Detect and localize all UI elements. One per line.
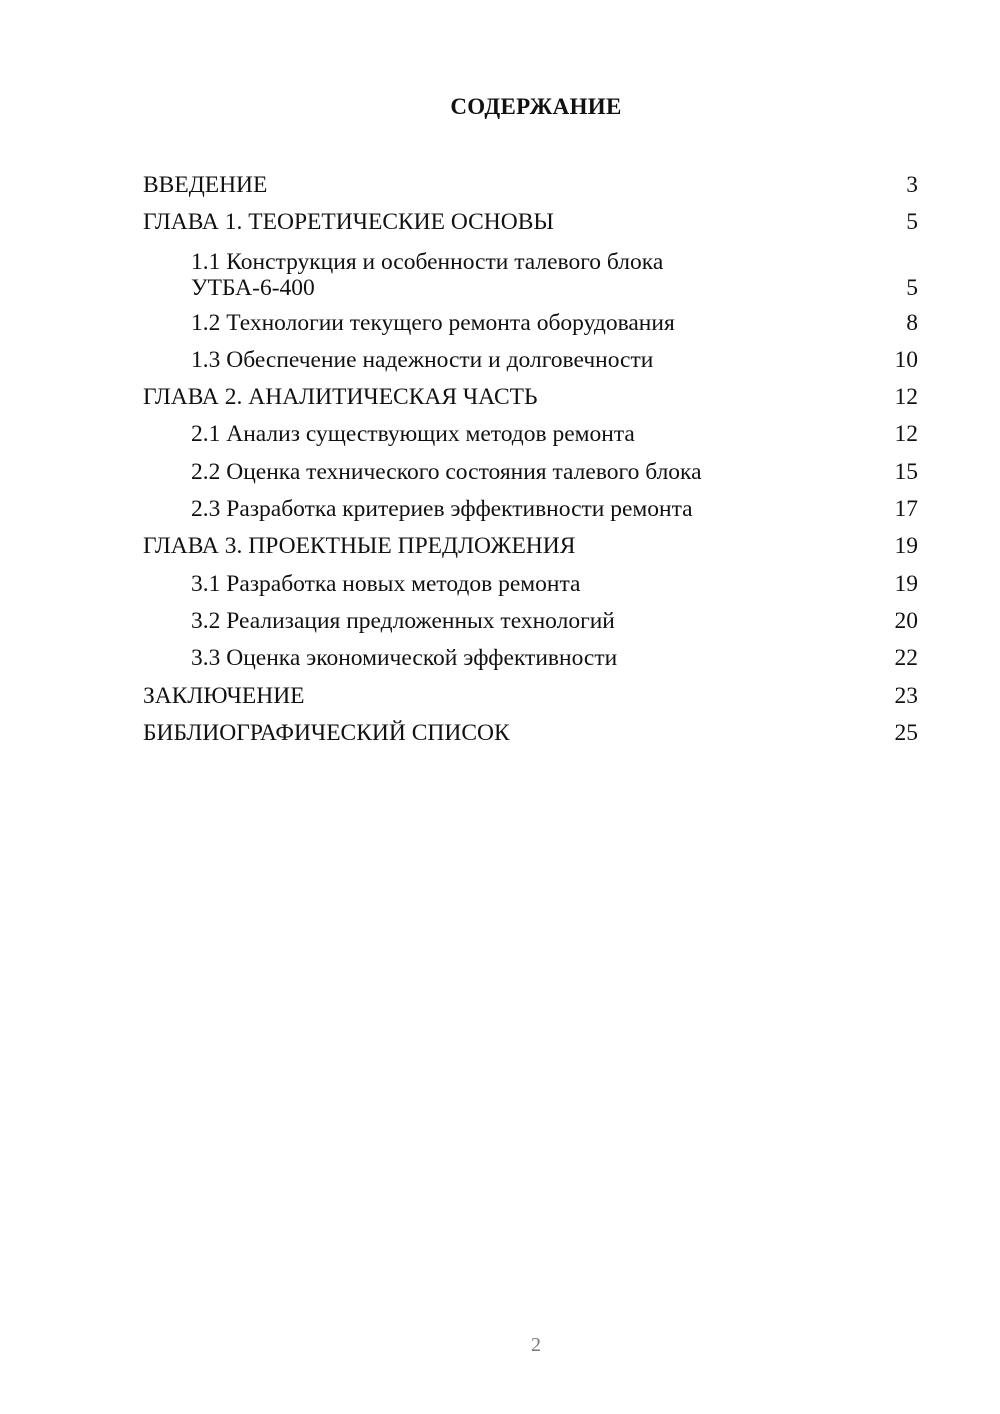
toc-entry-page: 8: [906, 309, 918, 336]
toc-entry-page: 20: [894, 607, 918, 634]
toc-title: СОДЕРЖАНИЕ: [450, 94, 622, 119]
toc-entry-label: ГЛАВА 3. ПРОЕКТНЫЕ ПРЕДЛОЖЕНИЯ: [143, 533, 576, 560]
toc-entry-page: 23: [894, 682, 918, 709]
toc-entry-label: ГЛАВА 2. АНАЛИТИЧЕСКАЯ ЧАСТЬ: [143, 384, 538, 411]
toc-entry-section-2-2[interactable]: [143, 454, 918, 491]
toc-entry-introduction[interactable]: [143, 167, 918, 204]
toc-entry-page: 3: [906, 172, 918, 198]
toc-entry-page: 22: [894, 645, 918, 672]
toc-entry-page: 10: [894, 346, 918, 373]
toc-entry-label: 3.1 Разработка новых методов ремонта: [191, 570, 581, 597]
toc-entry-page: 17: [894, 496, 918, 523]
toc-entry-bibliography[interactable]: [143, 715, 918, 752]
table-of-contents: [143, 167, 918, 752]
toc-entry-section-1-1[interactable]: [143, 242, 918, 301]
toc-entry-label: 2.3 Разработка критериев эффективности ремонта: [191, 496, 693, 523]
toc-entry-conclusion[interactable]: [143, 678, 918, 715]
toc-entry-section-1-2[interactable]: [143, 305, 918, 342]
toc-entry-label: БИБЛИОГРАФИЧЕСКИЙ СПИСОК: [143, 719, 510, 746]
toc-entry-label: 2.1 Анализ существующих методов ремонта: [191, 421, 635, 448]
toc-entry-label: ГЛАВА 1. ТЕОРЕТИЧЕСКИЕ ОСНОВЫ: [143, 209, 554, 236]
toc-entry-page: 12: [894, 384, 918, 411]
toc-entry-label: 3.2 Реализация предложенных технологий: [191, 607, 615, 634]
toc-entry-label: 1.1 Конструкция и особенности талевого блока УТБА-6-400: [191, 248, 664, 301]
toc-entry-section-2-1[interactable]: [143, 416, 918, 453]
toc-entry-section-3-2[interactable]: [143, 603, 918, 640]
toc-entry-page: 19: [894, 533, 918, 560]
toc-entry-chapter-3[interactable]: [143, 528, 918, 565]
toc-entry-page: 15: [894, 458, 918, 485]
toc-entry-section-3-3[interactable]: [143, 640, 918, 677]
toc-entry-page: 25: [894, 719, 918, 746]
toc-entry-label: ЗАКЛЮЧЕНИЕ: [143, 682, 305, 709]
toc-entry-section-2-3[interactable]: [143, 491, 918, 528]
toc-entry-chapter-2[interactable]: [143, 379, 918, 416]
toc-entry-page: 5: [906, 209, 918, 236]
toc-entry-page: 12: [894, 421, 918, 448]
toc-entry-section-3-1[interactable]: [143, 566, 918, 603]
toc-entry-label: 1.2 Технологии текущего ремонта оборудования: [191, 309, 675, 336]
page-number: 2: [531, 1334, 541, 1356]
toc-entry-chapter-1[interactable]: [143, 204, 918, 241]
toc-entry-label: 3.3 Оценка экономической эффективности: [191, 645, 618, 672]
toc-entry-label: 1.3 Обеспечение надежности и долговечности: [191, 346, 654, 373]
toc-entry-page: 19: [894, 570, 918, 597]
toc-entry-label: 2.2 Оценка технического состояния талевого блока: [191, 458, 702, 485]
toc-entry-page: 5: [906, 274, 918, 301]
toc-entry-label: ВВЕДЕНИЕ: [143, 172, 268, 198]
toc-entry-section-1-3[interactable]: [143, 342, 918, 379]
